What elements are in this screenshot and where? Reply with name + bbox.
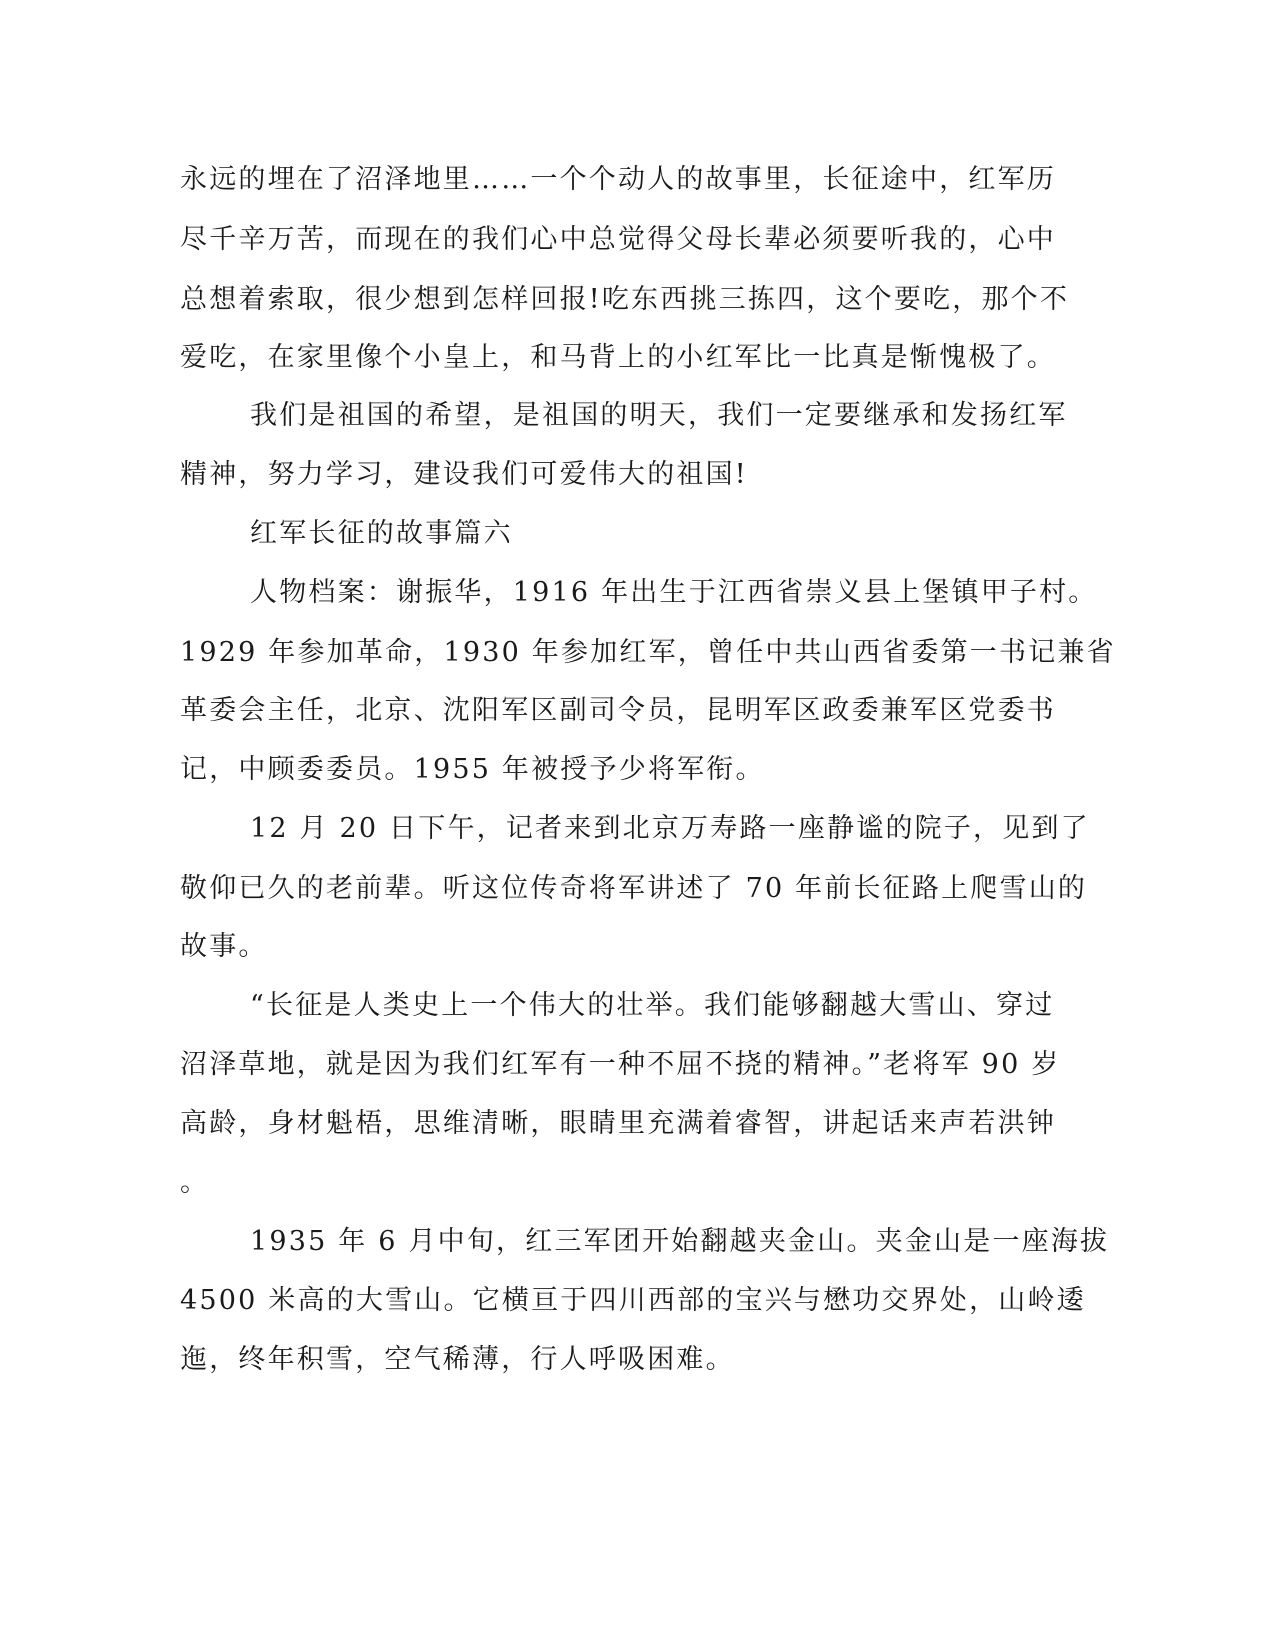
- text-line: 总想着索取，很少想到怎样回报!吃东西挑三拣四，这个要吃，那个不: [180, 284, 1070, 315]
- text-line: 精神，努力学习，建设我们可爱伟大的祖国!: [180, 459, 748, 490]
- text-line: 敬仰已久的老前辈。听这位传奇将军讲述了 70 年前长征路上爬雪山的: [180, 873, 1088, 904]
- section-heading: 红军长征的故事篇六: [250, 518, 513, 549]
- text-line: 1935 年 6 月中旬，红三军团开始翻越夹金山。夹金山是一座海拔: [250, 1226, 1110, 1257]
- text-line: 我们是祖国的希望，是祖国的明天，我们一定要继承和发扬红军: [250, 400, 1068, 431]
- text-line: 记，中顾委委员。1955 年被授予少将军衔。: [180, 754, 765, 785]
- text-line: 尽千辛万苦，而现在的我们心中总觉得父母长辈必须要听我的，心中: [180, 224, 1056, 255]
- text-line: 1929 年参加革命，1930 年参加红军，曾任中共山西省委第一书记兼省: [180, 637, 1116, 668]
- text-line: “长征是人类史上一个伟大的壮举。我们能够翻越大雪山、穿过: [250, 990, 1055, 1021]
- text-line: 爱吃，在家里像个小皇上，和马背上的小红军比一比真是惭愧极了。: [180, 342, 1056, 373]
- text-line: 沼泽草地，就是因为我们红军有一种不屈不挠的精神。”老将军 90 岁: [180, 1049, 1061, 1080]
- text-line: 迤，终年积雪，空气稀薄，行人呼吸困难。: [180, 1344, 735, 1375]
- text-line: 故事。: [180, 931, 268, 962]
- text-line: 人物档案：谢振华，1916 年出生于江西省崇义县上堡镇甲子村。: [250, 577, 1098, 608]
- text-line: 4500 米高的大雪山。它横亘于四川西部的宝兴与懋功交界处，山岭逶: [180, 1285, 1086, 1316]
- text-line: 12 月 20 日下午，记者来到北京万寿路一座静谧的院子，见到了: [250, 813, 1090, 844]
- text-line: 永远的埋在了沼泽地里……一个个动人的故事里，长征途中，红军历: [180, 164, 1056, 195]
- text-line: 高龄，身材魁梧，思维清晰，眼睛里充满着睿智，讲起话来声若洪钟: [180, 1108, 1056, 1139]
- text-line: 革委会主任，北京、沈阳军区副司令员，昆明军区政委兼军区党委书: [180, 695, 1056, 726]
- text-line: 。: [180, 1167, 210, 1198]
